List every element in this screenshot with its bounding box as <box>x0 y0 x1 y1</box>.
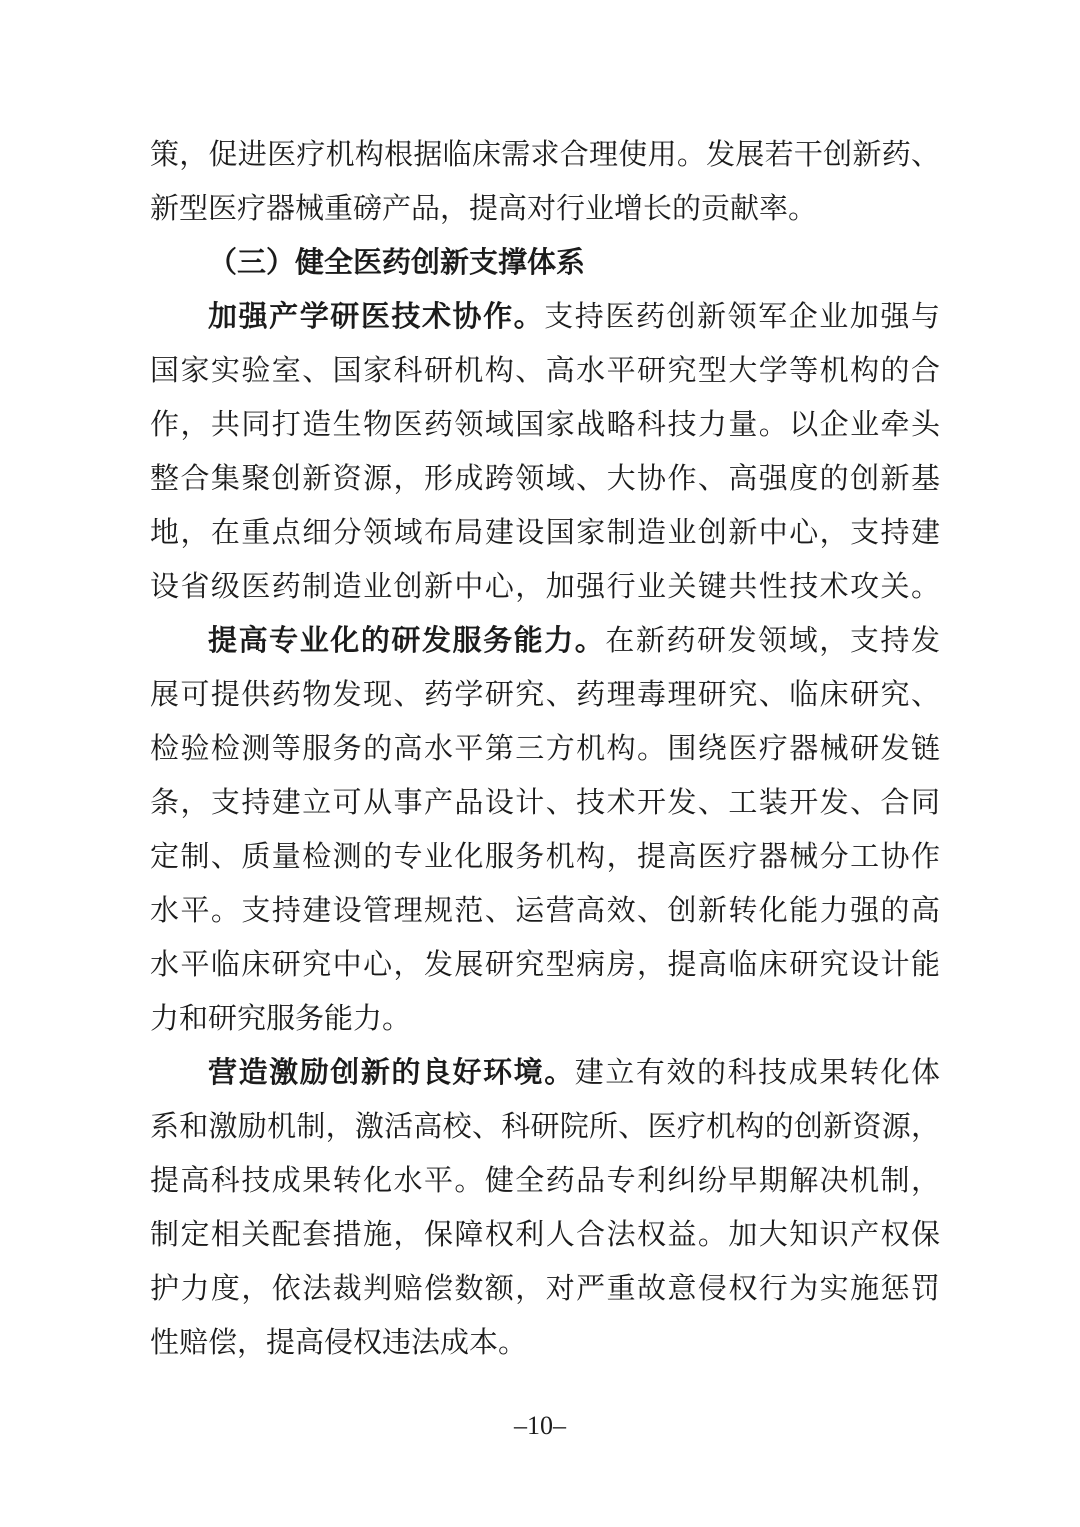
document-body <box>150 128 940 1370</box>
paragraph-lead: 加强产学研医技术协作。 <box>208 301 545 333</box>
paragraph-text: 建立有效的科技成果转化体 <box>574 1057 940 1089</box>
text-line: 水平临床研究中心，发展研究型病房，提高临床研究设计能 <box>150 949 940 981</box>
text-line <box>150 1046 940 1100</box>
text-line: 国家实验室、国家科研机构、高水平研究型大学等机构的合 <box>150 355 940 387</box>
page-number: –10– <box>514 1411 566 1440</box>
section-heading: （三）健全医药创新支撑体系 <box>208 247 586 279</box>
text-line: 策，促进医疗机构根据临床需求合理使用。发展若干创新药、 <box>150 139 940 171</box>
text-line: 提高科技成果转化水平。健全药品专利纠纷早期解决机制， <box>150 1165 940 1197</box>
text-line: 性赔偿，提高侵权违法成本。 <box>150 1327 528 1359</box>
text-line: 制定相关配套措施，保障权利人合法权益。加大知识产权保 <box>150 1219 940 1251</box>
text-line: 检验检测等服务的高水平第三方机构。围绕医疗器械研发链 <box>150 733 940 765</box>
paragraph-lead: 营造激励创新的良好环境。 <box>208 1057 575 1089</box>
text-line: 系和激励机制，激活高校、科研院所、医疗机构的创新资源， <box>150 1111 940 1143</box>
text-line: 护力度，依法裁判赔偿数额，对严重故意侵权行为实施惩罚 <box>150 1273 940 1305</box>
text-line: 定制、质量检测的专业化服务机构，提高医疗器械分工协作 <box>150 841 940 873</box>
text-line: 新型医疗器械重磅产品，提高对行业增长的贡献率。 <box>150 193 818 225</box>
text-line: 设省级医药制造业创新中心，加强行业关键共性技术攻关。 <box>150 571 940 603</box>
text-line: 展可提供药物发现、药学研究、药理毒理研究、临床研究、 <box>150 679 940 711</box>
text-line: 整合集聚创新资源，形成跨领域、大协作、高强度的创新基 <box>150 463 940 495</box>
text-line: 水平。支持建设管理规范、运营高效、创新转化能力强的高 <box>150 895 940 927</box>
paragraph-lead: 提高专业化的研发服务能力。 <box>208 625 606 657</box>
text-line <box>150 290 940 344</box>
text-line: 力和研究服务能力。 <box>150 1003 412 1035</box>
text-line: 作，共同打造生物医药领域国家战略科技力量。以企业牵头 <box>150 409 940 441</box>
text-line: 地，在重点细分领域布局建设国家制造业创新中心，支持建 <box>150 517 940 549</box>
paragraph-text: 在新药研发领域，支持发 <box>605 625 940 657</box>
text-line <box>150 614 940 668</box>
paragraph-text: 支持医药创新领军企业加强与 <box>544 301 940 333</box>
text-line: 条，支持建立可从事产品设计、技术开发、工装开发、合同 <box>150 787 940 819</box>
